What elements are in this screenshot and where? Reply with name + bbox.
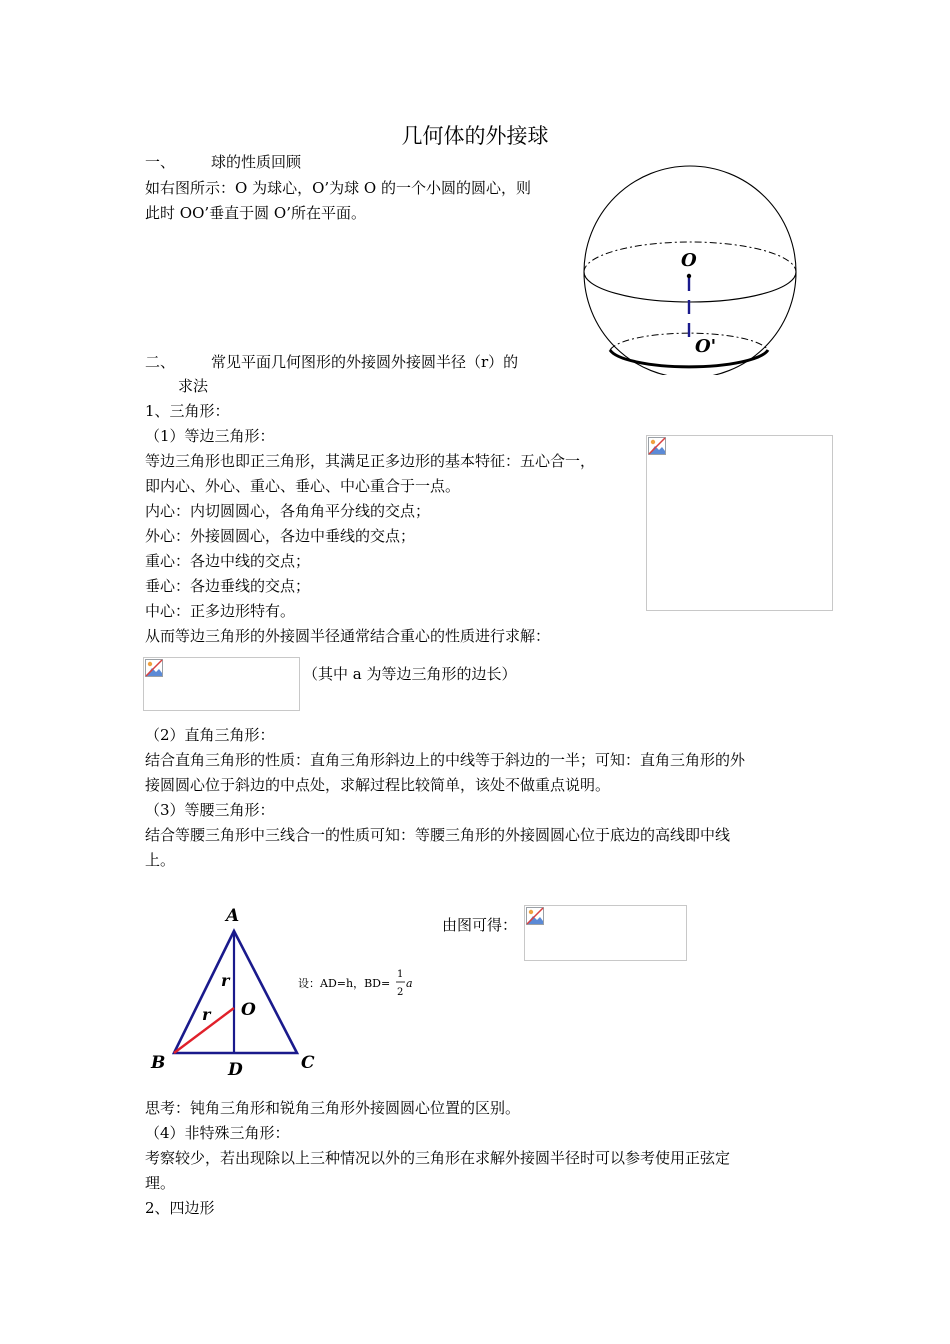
think-question: 思考：钝角三角形和锐角三角形外接圆圆心位置的区别。	[145, 1099, 521, 1117]
broken-image-icon	[648, 437, 666, 455]
sphere-figure	[570, 160, 815, 375]
orthocenter-def: 垂心：各边垂线的交点；	[145, 577, 311, 595]
label-r-slanted: r	[202, 1005, 211, 1024]
isosceles-heading: （3）等腰三角形：	[145, 801, 275, 819]
label-o-prime: O'	[695, 336, 717, 357]
label-r-vertical: r	[221, 971, 230, 990]
broken-image-icon	[526, 907, 544, 925]
right-triangle-heading: （2）直角三角形：	[145, 726, 275, 744]
derivation-formula-image	[524, 905, 687, 961]
right-triangle-line2: 接圆圆心位于斜边的中点处，求解过程比较简单，该处不做重点说明。	[145, 776, 611, 794]
section1-number: 一、	[145, 153, 176, 171]
circumradius-formula-image	[143, 657, 300, 711]
label-c: C	[301, 1053, 315, 1073]
label-a: A	[226, 906, 240, 926]
small-circle-front	[610, 350, 768, 367]
page-title: 几何体的外接球	[401, 124, 549, 148]
isosceles-triangle-figure	[140, 898, 430, 1083]
isosceles-line2: 上。	[145, 851, 176, 869]
equilateral-figure-image	[646, 435, 833, 611]
section2-heading-line1: 常见平面几何图形的外接圆外接圆半径（r）的	[211, 353, 519, 371]
quadrilateral-heading: 2、四边形	[145, 1199, 215, 1217]
label-d: D	[228, 1060, 243, 1080]
broken-image-icon	[145, 659, 163, 677]
isosceles-line1: 结合等腰三角形中三线合一的性质可知：等腰三角形的外接圆圆心位于底边的高线即中线	[145, 826, 731, 844]
frac-numerator: 1	[397, 969, 404, 980]
equilateral-conclusion: 从而等边三角形的外接圆半径通常结合重心的性质进行求解：	[145, 627, 551, 645]
formula-note: （其中 a 为等边三角形的边长）	[303, 665, 517, 683]
right-triangle-line1: 结合直角三角形的性质：直角三角形斜边上的中线等于斜边的一半；可知：直角三角形的外	[145, 751, 746, 769]
section2-number: 二、	[145, 353, 176, 371]
equilateral-line2: 即内心、外心、重心、垂心、中心重合于一点。	[145, 477, 461, 495]
setup-text: 设：AD=h，BD=	[298, 977, 391, 990]
equilateral-heading: （1）等边三角形：	[145, 427, 275, 445]
label-b: B	[151, 1053, 166, 1073]
label-o: O	[241, 1000, 256, 1020]
general-heading: （4）非特殊三角形：	[145, 1124, 290, 1142]
center-point	[687, 274, 691, 278]
triangle-abc	[174, 931, 297, 1053]
circumcenter-def: 外心：外接圆圆心，各边中垂线的交点；	[145, 527, 416, 545]
label-o: O	[681, 250, 697, 271]
center-def: 中心：正多边形特有。	[145, 602, 296, 620]
section1-text-line1: 如右图所示：O 为球心，O’为球 O 的一个小圆的圆心，则	[145, 179, 531, 197]
section1-text-line2: 此时 OO’垂直于圆 O’所在平面。	[145, 204, 366, 222]
equilateral-line1: 等边三角形也即正三角形，其满足正多边形的基本特征：五心合一，	[145, 452, 596, 470]
frac-denominator: 2	[397, 987, 404, 998]
derive-label: 由图可得：	[442, 916, 518, 934]
frac-variable: a	[406, 977, 413, 990]
section2-heading-line2: 求法	[178, 377, 209, 395]
general-line2: 理。	[145, 1174, 176, 1192]
section1-heading: 球的性质回顾	[211, 153, 302, 171]
centroid-def: 重心：各边中线的交点；	[145, 552, 311, 570]
general-line1: 考察较少，若出现除以上三种情况以外的三角形在求解外接圆半径时可以参考使用正弦定	[145, 1149, 731, 1167]
incenter-def: 内心：内切圆圆心，各角角平分线的交点；	[145, 502, 431, 520]
triangles-heading: 1、三角形：	[145, 402, 230, 420]
